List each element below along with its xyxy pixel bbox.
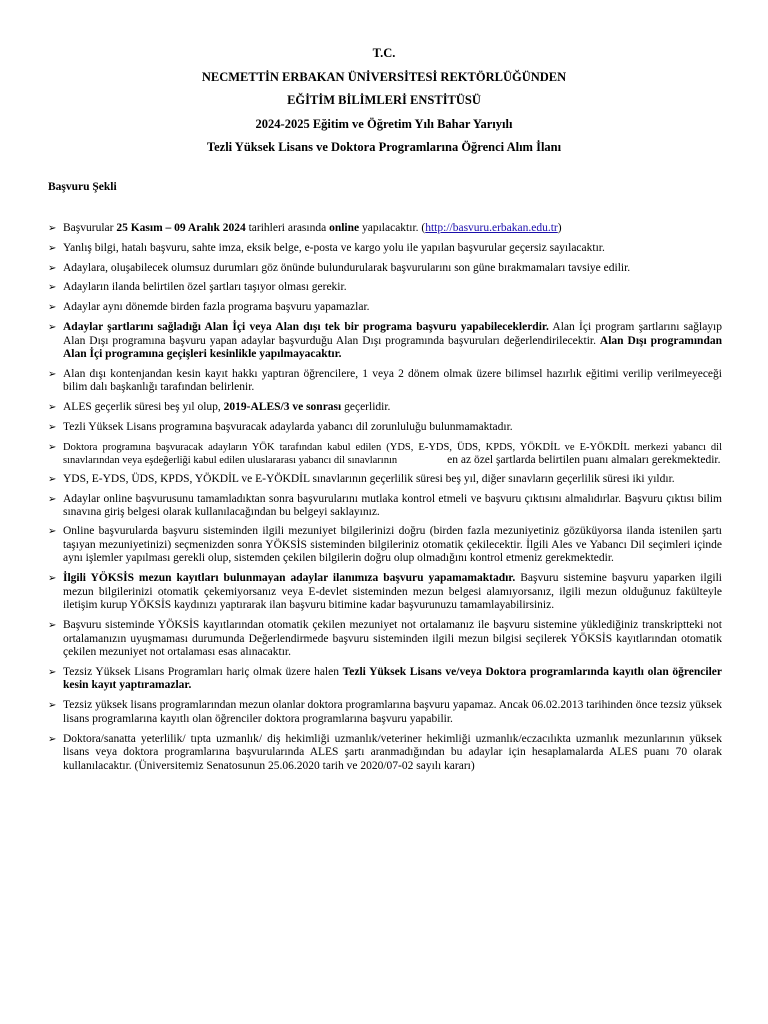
list-item: ➢ Adaylar şartlarını sağladığı Alan İçi veya Alan dışı tek bir programa başvuru yapabileceklerdir. Alan İçi program şartlarını sağlayıp Alan Dışı programına başvuru yapan adaylar başvurduğu Alan Dışı programında başvuruları değerlendirilecektir. Alan Dışı programından Alan İçi programına geçişleri kesinlikle yapılmayacaktır. <box>48 320 722 361</box>
list-item: ➢ ALES geçerlik süresi beş yıl olup, 2019-ALES/3 ve sonrası geçerlidir. <box>48 401 391 414</box>
arrow-bullet-icon: ➢ <box>48 733 57 745</box>
arrow-bullet-icon: ➢ <box>48 619 57 631</box>
arrow-bullet-icon: ➢ <box>48 700 57 712</box>
list-item: ➢ İlgili YÖKSİS mezun kayıtları bulunmayan adaylar ilanımıza başvuru yapamamaktadır. Başvuru sistemine başvuru yaparken ilgili mezun bilgilerinizi otomatik çekemiyorsanız veya E-devlet sisteminden mezun belgesi alamıyorsanız, ilgili mezun olduğunuz fakülteyle iletişim kurup YÖKSİS kaydınızı yaptırarak ilan başvuru bitimine kadar başvurunuzu tamamlayabilirsiniz. <box>48 571 723 612</box>
list-item: ➢ Yanlış bilgi, hatalı başvuru, sahte imza, eksik belge, e-posta ve kargo yolu ile yapılan başvurular geçersiz sayılacaktır. <box>48 241 605 254</box>
arrow-bullet-icon: ➢ <box>48 302 57 314</box>
arrow-bullet-icon: ➢ <box>48 666 57 678</box>
header-line-university: NECMETTİN ERBAKAN ÜNİVERSİTESİ REKTÖRLÜĞÜNDEN <box>201 69 567 84</box>
arrow-bullet-icon: ➢ <box>48 493 57 505</box>
arrow-bullet-icon: ➢ <box>48 262 57 274</box>
list-item: ➢ Doktora programına başvuracak adayların YÖK tarafından kabul edilen (YDS, E-YDS, ÜDS, KPDS, YÖKDİL ve E-YÖKDİL merkezi yabancı dil sınavlarından veya eşdeğerliği kabul edilen uluslararası yabancı dil sınavlarının en az özel şartlarda belirtilen puanı almaları gerekmektedir. <box>48 441 722 466</box>
arrow-bullet-icon: ➢ <box>48 402 57 414</box>
list-item: ➢ Adayların ilanda belirtilen özel şartları taşıyor olması gerekir. <box>48 281 347 294</box>
list-item: ➢ Adaylar online başvurusunu tamamladıktan sonra başvurularını mutlaka kontrol etmeli ve başvuru çıktısını almalıdırlar. Başvuru çıktısı bilim sınavına giriş belgesi olarak kullanılacağından bu belgeyi saklayınız. <box>48 492 722 518</box>
document-header <box>0 42 768 160</box>
list-item: ➢ YDS, E-YDS, ÜDS, KPDS, YÖKDİL ve E-YÖKDİL sınavlarının geçerlilik süresi beş yıl, diğer sınavların geçerlilik süresi iki yıldır. <box>48 473 675 485</box>
arrow-bullet-icon: ➢ <box>48 525 57 537</box>
list-item: ➢ Online başvurularda başvuru sisteminden ilgili mezuniyet bilgilerinizi doğru (birden fazla mezuniyetiniz gözüküyorsa ilanda istenilen şartı taşıyan mezuniyetinizi) seçmenizden sonra YÖKSİS sisteminden bilgileriniz otomatik çekilecektir. İlgili Ales ve Yabancı Dil seçimleri içinde aynı işlemler yapılması gerekli olup, sistemden çekilen bilgilerin doğru olup olmadığını kontrol etmeniz gerekmektedir. <box>48 524 722 565</box>
arrow-bullet-icon: ➢ <box>48 368 57 380</box>
list-item: ➢ Tezli Yüksek Lisans programına başvuracak adaylarda yabancı dil zorunluluğu bulunmamaktadır. <box>48 421 513 434</box>
list-item: ➢ Doktora/sanatta yeterlilik/ tıpta uzmanlık/ diş hekimliği uzmanlık/veteriner hekimliği uzmanlık/eczacılıkta uzmanlık mezunlarının yüksek lisans veya doktora programlarına başvurularında ALES şartı aranmadığından bu adaylar için hesaplamalarda ALES puanı 70 olarak kullanılacaktır. (Üniversitemiz Senatosunun 25.06.2020 tarih ve 2020/07-02 sayılı kararı) <box>48 732 722 772</box>
list-item: ➢ Tezsiz yüksek lisans programlarından mezun olanlar doktora programlarına başvuru yapamaz. Ancak 06.02.2013 tarihinden önce tezsiz yüksek lisans programlarına kayıtlı olan öğrenciler doktora programlarına başvuru yapabilir. <box>48 699 722 725</box>
list-item: ➢ Başvurular 25 Kasım – 09 Aralık 2024 tarihleri arasında online yapılacaktır. (http://basvuru.erbakan.edu.tr) <box>48 222 562 234</box>
arrow-bullet-icon: ➢ <box>48 242 57 254</box>
arrow-bullet-icon: ➢ <box>48 572 57 584</box>
list-item: ➢ Alan dışı kontenjandan kesin kayıt hakkı yaptıran öğrencilere, 1 veya 2 dönem olmak üzere bilimsel hazırlık eğitimi verilip verilmeyeceği bilim dalı başkanlığı tarafından belirlenir. <box>48 367 722 394</box>
arrow-bullet-icon: ➢ <box>48 223 57 234</box>
header-line-term: 2024-2025 Eğitim ve Öğretim Yılı Bahar Yarıyılı <box>255 116 513 131</box>
header-line-institute: EĞİTİM BİLİMLERİ ENSTİTÜSÜ <box>287 93 481 107</box>
arrow-bullet-icon: ➢ <box>48 282 57 294</box>
section-title: Başvuru Şekli <box>48 181 117 193</box>
list-item: ➢ Adaylar aynı dönemde birden fazla programa başvuru yapamazlar. <box>48 301 370 314</box>
arrow-bullet-icon: ➢ <box>48 441 57 453</box>
list-item: ➢ Adaylara, oluşabilecek olumsuz durumları göz önünde bulundurularak başvurularını son güne bırakmamaları tavsiye edilir. <box>48 261 631 274</box>
arrow-bullet-icon: ➢ <box>48 422 57 434</box>
application-rules-list <box>48 222 722 780</box>
list-item: ➢ Tezsiz Yüksek Lisans Programları hariç olmak üzere halen Tezli Yüksek Lisans ve/veya Doktora programlarında kayıtlı olan öğrenciler kesin kayıt yaptıramazlar. <box>48 665 723 692</box>
header-line-tc: T.C. <box>372 46 396 60</box>
application-link[interactable]: http://basvuru.erbakan.edu.tr <box>425 222 558 234</box>
header-line-announcement: Tezli Yüksek Lisans ve Doktora Programlarına Öğrenci Alım İlanı <box>206 140 562 154</box>
arrow-bullet-icon: ➢ <box>48 321 57 333</box>
list-item: ➢ Başvuru sisteminde YÖKSİS kayıtlarından otomatik çekilen mezuniyet not ortalamanız ile başvuru sistemine yüklediğiniz transkriptteki not ortalamanızın uyuşmaması durumunda Değerlendirmede başvuru sisteminden ilgili mezun bilgisi seçilerek YÖKSİS kayıtlarından otomatik çekilen mezuniyet not ortalaması esas alınacaktır. <box>48 618 722 659</box>
arrow-bullet-icon: ➢ <box>48 474 57 485</box>
